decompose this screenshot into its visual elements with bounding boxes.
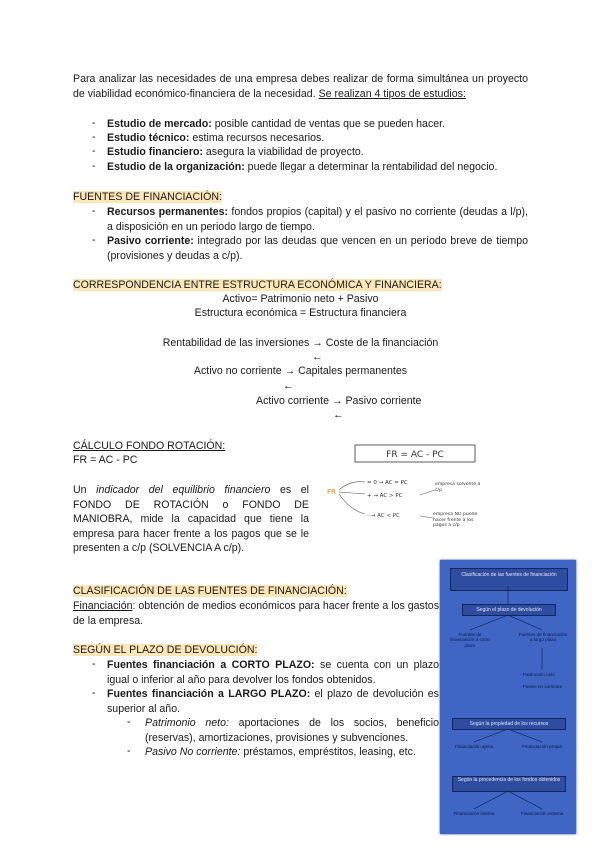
diagram-node: Fuentes de financiación a corto plazo (450, 632, 490, 648)
section-heading: CORRESPONDENCIA ENTRE ESTRUCTURA ECONÓMICA Y FINANCIERA: (73, 279, 442, 291)
diagram-node: - Patrimonio neto (520, 672, 555, 677)
back-arrow: ← (312, 351, 323, 363)
diagram-node: Financiación interna (453, 811, 495, 816)
definition-paragraph: Financiación: obtención de medios económicos para hacer frente a los gastos de la empresa. (73, 600, 439, 627)
bullet-dash: - (92, 205, 96, 217)
intro-text: Para analizar las necesidades de una empresa debes realizar de forma simultánea un proyecto de viabilidad económico-financiera de la necesidad. (73, 73, 528, 100)
list-item: Pasivo corriente: integrado por las deudas que vencen en un período breve de tiempo (provisiones y deudas a c/p). (107, 235, 528, 262)
section-heading: FUENTES DE FINANCIACIÓN: (73, 191, 222, 203)
diagram-box: Según la propiedad de los recursos (452, 718, 566, 730)
bullet-dash: - (92, 160, 96, 172)
bullet-dash: - (92, 117, 96, 129)
back-arrow: ← (283, 380, 294, 392)
correspondence-line: Activo no corriente → Capitales permanentes (193, 365, 408, 377)
hand-case: + → AC > PC (367, 493, 403, 499)
list-item: Estudio técnico: estima recursos necesarios. (107, 132, 325, 144)
hand-arrow (339, 482, 365, 490)
formula: FR = AC - PC (73, 454, 138, 466)
diagram-node: - Pasivo no corriente (520, 684, 563, 689)
hand-note: empresa solvente a c/p (435, 482, 481, 493)
diagram-title: Clasificación de las fuentes de financiación (450, 568, 568, 591)
correspondence-line: Rentabilidad de las inversiones → Coste de la financiación (162, 337, 439, 349)
diagram-node: Financiación externa (520, 811, 564, 816)
hand-arrow (339, 494, 365, 514)
hand-arrow (420, 516, 433, 518)
fondo-paragraph: Un indicador del equilibrio financiero es el FONDO DE ROTACIÓN o FONDO DE MANIOBRA, mide la capacidad que tiene la empresa para hacer frente a los pagos que se le presenten a c/p (SOLVENCIA A c/p). (73, 484, 309, 555)
bullet-dash: - (92, 234, 96, 246)
sub-list-item: Patrimonio neto: aportaciones de los socios, beneficio (reservas), amortizaciones, provisiones y subvenciones. (145, 717, 439, 744)
bullet-dash: - (127, 716, 131, 728)
equation-line: Estructura económica = Estructura financiera (194, 307, 407, 319)
list-item: Estudio de la organización: puede llegar a determinar la rentabilidad del negocio. (107, 161, 498, 173)
bullet-dash: - (92, 687, 96, 699)
list-item: Fuentes financiación a CORTO PLAZO: se cuenta con un plazo igual o inferior al año para devolver los fondos obtenidos. (107, 659, 440, 686)
bullet-dash: - (92, 145, 96, 157)
intro-paragraph (73, 72, 528, 101)
list-item: Recursos permanentes: fondos propios (capital) y el pasivo no corriente (deudas a l/p), a disposición en un periodo largo de tiempo. (107, 206, 528, 233)
list-item: Estudio financiero: asegura la viabilidad de proyecto. (107, 146, 364, 158)
section-heading: SEGÚN EL PLAZO DE DEVOLUCIÓN: (73, 644, 258, 656)
equation-line: Activo= Patrimonio neto + Pasivo (222, 293, 379, 305)
diagram-box: Según el plazo de devolución (462, 604, 556, 616)
bullet-dash: - (127, 745, 131, 757)
bullet-dash: - (92, 658, 96, 670)
hand-fr: FR (327, 488, 336, 496)
diagram-node: Financiación ajena (454, 744, 494, 749)
diagram-node: Financiación propia (522, 744, 562, 749)
list-item: Estudio de mercado: posible cantidad de ventas que se pueden hacer. (107, 118, 446, 130)
handwritten-note (325, 442, 485, 546)
diagram-box: Según la procedencia de los fondos obtenidos (452, 776, 566, 792)
hand-formula: FR = AC - PC (386, 450, 444, 460)
intro-underlined: Se realizan 4 tipos de estudios: (318, 87, 466, 100)
section-heading: CLASIFICACIÓN DE LAS FUENTES DE FINANCIACIÓN: (73, 585, 347, 597)
hand-arrow (339, 492, 365, 494)
bullet-dash: - (92, 131, 96, 143)
hand-case: - → AC < PC (367, 513, 400, 519)
hand-note: empresa NO puede hacer frente a los pagos a c/p (433, 512, 478, 528)
hand-arrow (420, 490, 435, 495)
list-item: Fuentes financiación a LARGO PLAZO: el plazo de devolución es superior al año. (107, 688, 439, 715)
correspondence-line: Activo corriente → Pasivo corriente (256, 395, 422, 407)
diagram-node: Fuentes de financiación a largo plazo (518, 632, 568, 643)
back-arrow: ← (333, 409, 344, 421)
section-heading: CÁLCULO FONDO ROTACIÓN: (73, 440, 226, 452)
hand-case: = 0 → AC = PC (367, 480, 408, 486)
classification-diagram-photo (440, 560, 576, 834)
diagram-connectors (440, 560, 576, 834)
sub-list-item: Pasivo No corriente: préstamos, empréstitos, leasing, etc. (145, 746, 416, 758)
